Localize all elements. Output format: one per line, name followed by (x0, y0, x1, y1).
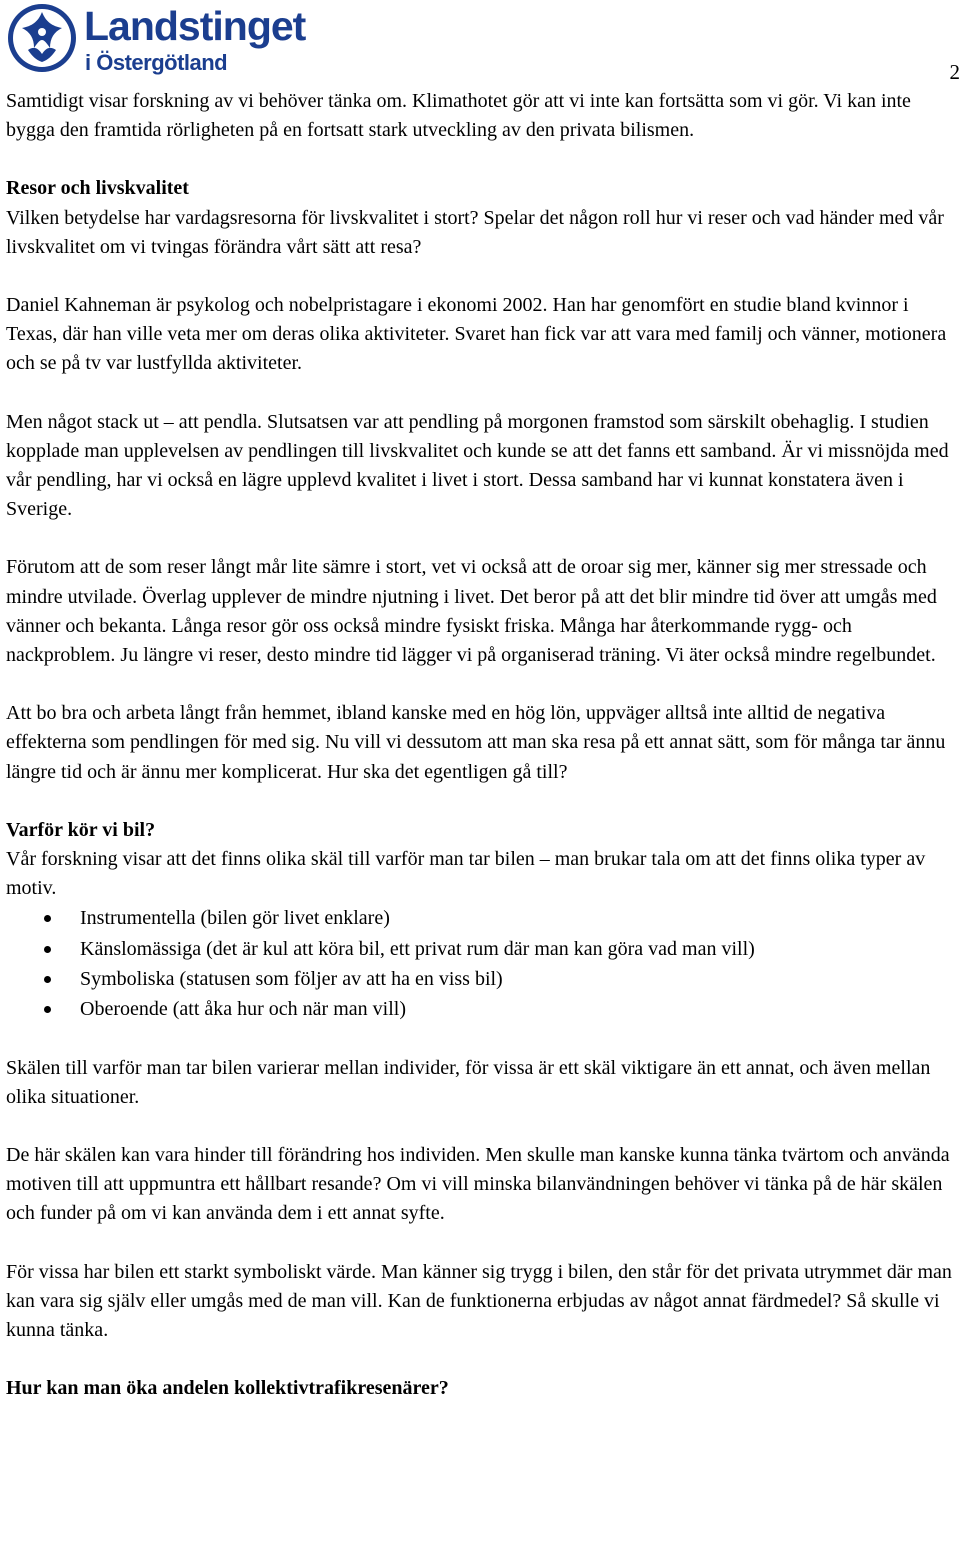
section-heading-resor: Resor och livskvalitet (6, 177, 189, 200)
document-body (6, 87, 960, 1403)
page-number: 2 (949, 60, 960, 84)
list-item-text: Symboliska (statusen som följer av att ha en viss bil) (80, 968, 503, 991)
section-heading-kollektiv: Hur kan man öka andelen kollektivtrafikresenärer? (6, 1377, 449, 1400)
bullet-icon (44, 946, 51, 953)
document-header (6, 2, 326, 82)
seal-icon (6, 2, 78, 74)
list-item (6, 964, 960, 994)
paragraph: Daniel Kahneman är psykolog och nobelpristagare i ekonomi 2002. Han har genomfört en studie bland kvinnor i Texas, där han ville veta mer om deras olika aktiviteter. Svaret han fick var att vara med familj och vänner, motionera och se på tv var lustfyllda aktiviteter. (6, 294, 947, 375)
list-item-text: Oberoende (att åka hur och när man vill) (80, 998, 406, 1021)
bullet-icon (44, 1006, 51, 1013)
logo-subtitle: i Östergötland (85, 50, 228, 75)
paragraph: Förutom att de som reser långt mår lite sämre i stort, vet vi också att de oroar sig mer, känner sig mer stressade och mindre utvilade. Överlag upplever de mindre njutning i livet. Det beror på att det blir mindre tid över att umgås med vänner och bekanta. Långa resor gör oss också mindre fysiskt friska. Många har återkommande rygg- och nackproblem. Ju längre vi reser, desto mindre tid lägger vi på organiserad träning. Vi äter också mindre regelbundet. (6, 556, 937, 667)
list-item-text: Instrumentella (bilen gör livet enklare) (80, 907, 390, 930)
list-item (6, 994, 960, 1024)
bullet-icon (44, 915, 51, 922)
section-heading-bil: Varför kör vi bil? (6, 818, 156, 841)
paragraph: För vissa har bilen ett starkt symboliskt värde. Man känner sig trygg i bilen, den står för det privata utrymmet där man kan vara sig själv eller umgås med de man vill. Kan de funktionerna erbjudas av något annat färdmedel? Så skulle vi kunna tänka. (6, 1260, 952, 1342)
paragraph: Men något stack ut – att pendla. Slutsatsen var att pendling på morgonen framstod som särskilt obehaglig. I studien kopplade man upplevelsen av pendlingen till livskvalitet och kunde se att det fanns ett samband. Är vi missnöjda med vår pendling, har vi också en lägre upplevd kvalitet i livet i stort. Dessa samband har vi kunnat konstatera även i Sverige. (6, 410, 949, 521)
paragraph: Skälen till varför man tar bilen varierar mellan individer, för vissa är ett skäl viktigare än ett annat, och även mellan olika situationer. (6, 1056, 931, 1108)
bullet-icon (44, 976, 51, 983)
paragraph: Att bo bra och arbeta långt från hemmet, ibland kanske med en hög lön, uppväger alltså inte alltid de negativa effekterna som pendlingen för med sig. Nu vill vi dessutom att man ska resa på ett annat sätt, som för många tar ännu längre tid och är ännu mer komplicerat. Hur ska det egentligen gå till? (6, 702, 946, 783)
intro-paragraph: Samtidigt visar forskning av vi behöver tänka om. Klimathotet gör att vi inte kan fortsätta som vi gör. Vi kan inte bygga den framtida rörligheten på en fortsatt stark utveckling av den privata bilismen. (6, 90, 911, 142)
list-item (6, 903, 960, 933)
logo-title: Landstinget (84, 3, 306, 49)
motive-list (6, 903, 960, 1024)
list-item (6, 934, 960, 964)
list-item-text: Känslomässiga (det är kul att köra bil, ett privat rum där man kan göra vad man vill) (80, 937, 755, 960)
paragraph: De här skälen kan vara hinder till förändring hos individen. Men skulle man kanske kunna tänka tvärtom och använda motiven till att uppmuntra ett hållbart resande? Om vi vill minska bilanvändningen behöver vi tänka på de här skälen och funder på om vi kan använda dem i ett annat syfte. (6, 1144, 950, 1225)
paragraph: Vår forskning visar att det finns olika skäl till varför man tar bilen – man brukar tala om att det finns olika typer av motiv. (6, 848, 926, 900)
paragraph: Vilken betydelse har vardagsresorna för livskvalitet i stort? Spelar det någon roll hur vi reser och vad händer med vår livskvalitet om vi tvingas förändra vårt sätt att resa? (6, 206, 944, 258)
